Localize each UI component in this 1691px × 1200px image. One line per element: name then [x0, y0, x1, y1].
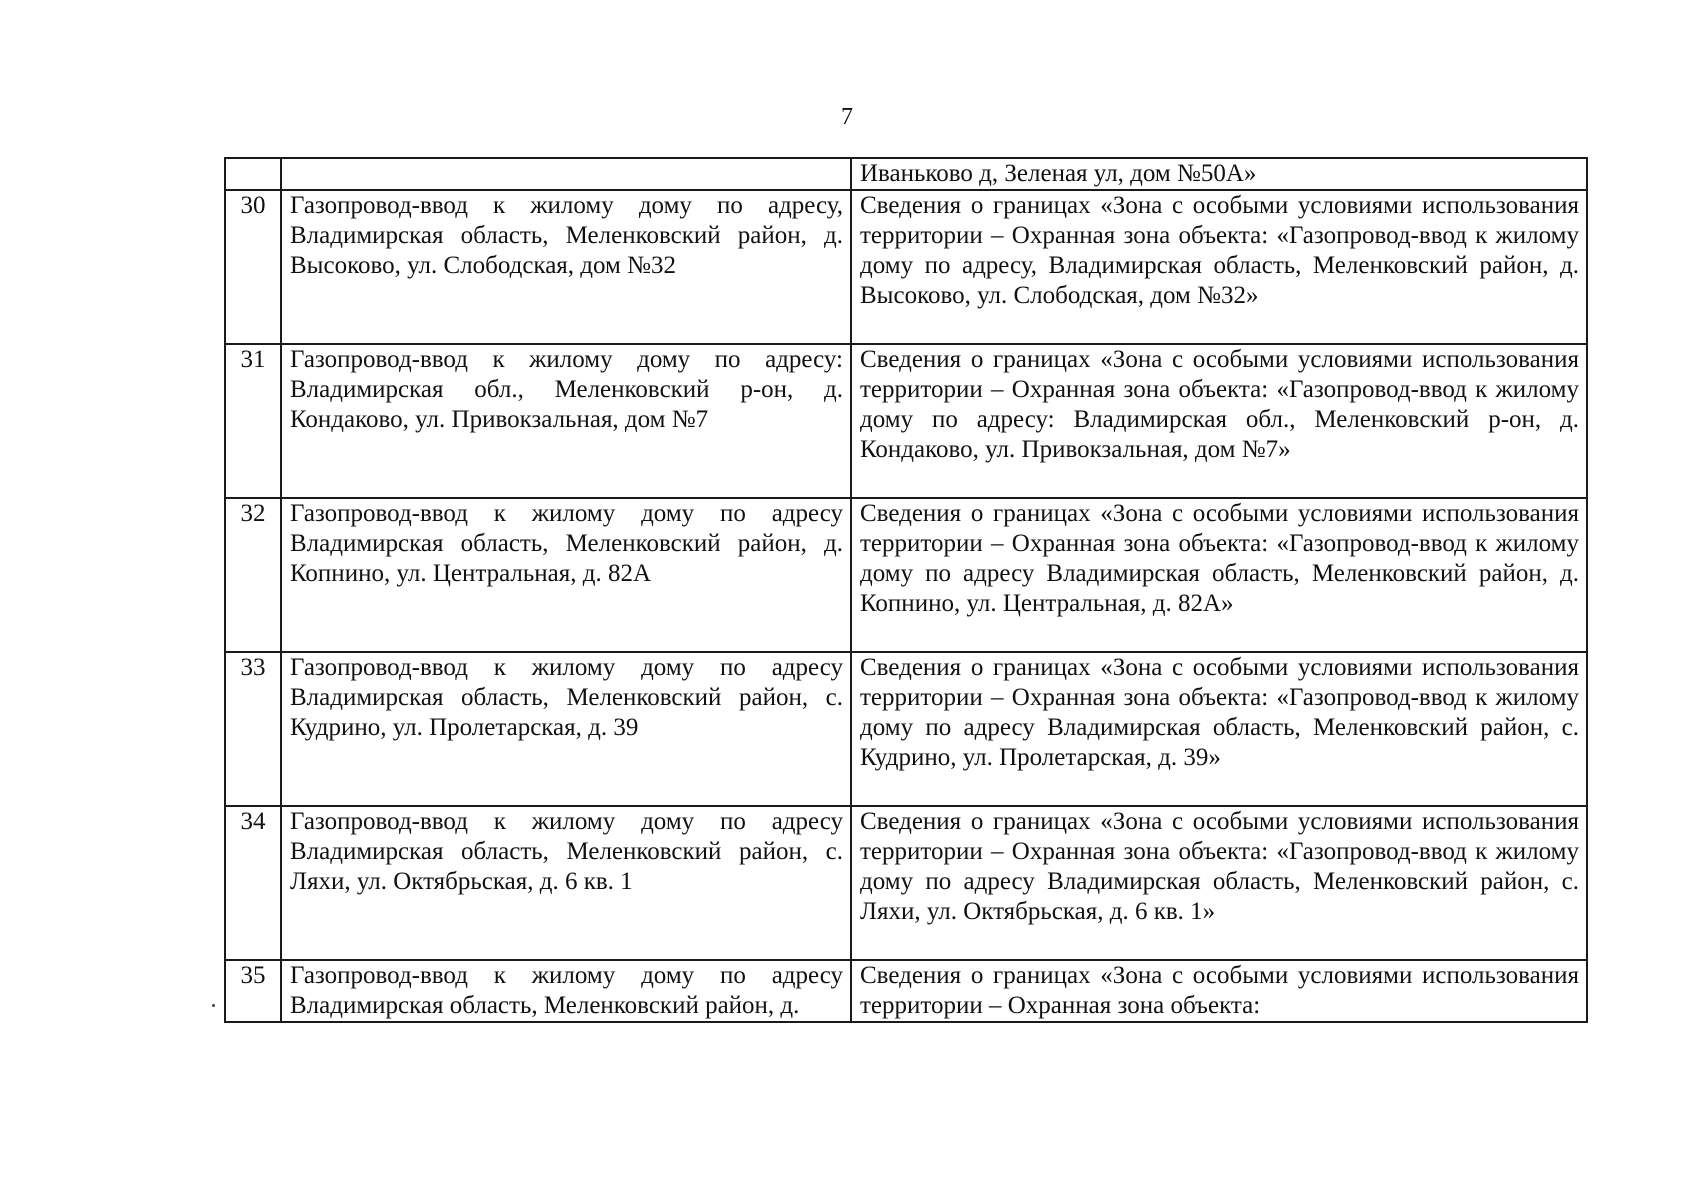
object-cell [281, 158, 851, 190]
row-number-cell: 32 [225, 498, 281, 652]
table-row [225, 190, 1587, 344]
info-cell: Сведения о границах «Зона с особыми условиями использования территории – Охранная зона объекта: [851, 960, 1587, 1022]
zones-table [224, 157, 1588, 1023]
info-cell: Иваньково д, Зеленая ул, дом №50А» [851, 158, 1587, 190]
object-cell: Газопровод-ввод к жилому дому по адресу Владимирская область, Меленковский район, д. Копнино, ул. Центральная, д. 82А [281, 498, 851, 652]
object-cell: Газопровод-ввод к жилому дому по адресу, Владимирская область, Меленковский район, д. Высоково, ул. Слободская, дом №32 [281, 190, 851, 344]
row-number-cell: 35 [225, 960, 281, 1022]
row-number-cell: 33 [225, 652, 281, 806]
row-number-cell [225, 158, 281, 190]
info-cell: Сведения о границах «Зона с особыми условиями использования территории – Охранная зона объекта: «Газопровод-ввод к жилому дому по адресу Владимирская область, Меленковский район, с. Кудрино, ул. Пролетарская, д. 39» [851, 652, 1587, 806]
page-number: 7 [841, 104, 853, 130]
table-row [225, 806, 1587, 960]
info-cell: Сведения о границах «Зона с особыми условиями использования территории – Охранная зона объекта: «Газопровод-ввод к жилому дому по адресу: Владимирская обл., Меленковский р-он, д. Кондаково, ул. Привокзальная, дом №7» [851, 344, 1587, 498]
table-row [225, 498, 1587, 652]
info-cell: Сведения о границах «Зона с особыми условиями использования территории – Охранная зона объекта: «Газопровод-ввод к жилому дому по адресу, Владимирская область, Меленковский район, д. Высоково, ул. Слободская, дом №32» [851, 190, 1587, 344]
row-number-cell: 34 [225, 806, 281, 960]
object-cell: Газопровод-ввод к жилому дому по адресу Владимирская область, Меленковский район, с. Ляхи, ул. Октябрьская, д. 6 кв. 1 [281, 806, 851, 960]
row-number-cell: 31 [225, 344, 281, 498]
table-row-continuation [225, 158, 1587, 190]
object-cell: Газопровод-ввод к жилому дому по адресу: Владимирская обл., Меленковский р-он, д. Кондаково, ул. Привокзальная, дом №7 [281, 344, 851, 498]
info-cell: Сведения о границах «Зона с особыми условиями использования территории – Охранная зона объекта: «Газопровод-ввод к жилому дому по адресу Владимирская область, Меленковский район, с. Ляхи, ул. Октябрьская, д. 6 кв. 1» [851, 806, 1587, 960]
table-row [225, 652, 1587, 806]
object-cell: Газопровод-ввод к жилому дому по адресу Владимирская область, Меленковский район, д. [281, 960, 851, 1022]
row-number-cell: 30 [225, 190, 281, 344]
table-row [225, 344, 1587, 498]
scan-speck [212, 1004, 215, 1007]
info-cell: Сведения о границах «Зона с особыми условиями использования территории – Охранная зона объекта: «Газопровод-ввод к жилому дому по адресу Владимирская область, Меленковский район, д. Копнино, ул. Центральная, д. 82А» [851, 498, 1587, 652]
table-row [225, 960, 1587, 1022]
object-cell: Газопровод-ввод к жилому дому по адресу Владимирская область, Меленковский район, с. Кудрино, ул. Пролетарская, д. 39 [281, 652, 851, 806]
